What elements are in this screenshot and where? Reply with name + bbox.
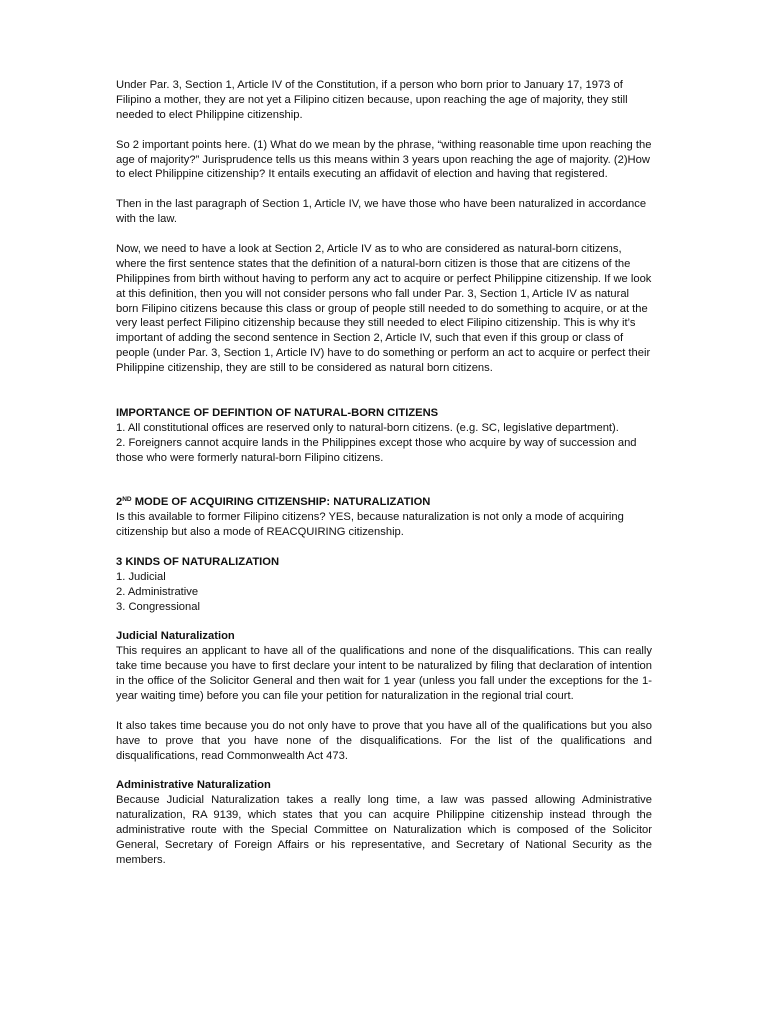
importance-section xyxy=(116,406,652,466)
section-gap xyxy=(116,480,652,495)
second-mode-section xyxy=(116,495,652,540)
paragraph-par3-election: Under Par. 3, Section 1, Article IV of the Constitution, if a person who born prior to January 17, 1973 of Filipino a mother, they are not yet a Filipino citizen because, upon reaching the age of majority, they still needed to elect Philippine citizenship. xyxy=(116,79,628,121)
judicial-heading: Judicial Naturalization xyxy=(116,630,235,643)
administrative-paragraph-1: Because Judicial Naturalization takes a really long time, a law was passed allowing Administrative naturalization, RA 9139, which states that you can acquire Philippine citizenship instead through the administrative route with the Special Committee on Naturalization which is composed of the Solicitor General, Secretary of Foreign Affairs or his representative, and Secretary of National Security as the members. xyxy=(116,794,652,866)
second-mode-heading xyxy=(116,495,652,510)
administrative-section xyxy=(116,778,652,867)
importance-heading: IMPORTANCE OF DEFINTION OF NATURAL-BORN CITIZENS xyxy=(116,406,439,419)
section-gap xyxy=(116,391,652,406)
list-item: 1. Judicial xyxy=(116,570,166,583)
kinds-list xyxy=(116,570,652,615)
list-item: 2. Administrative xyxy=(116,585,199,598)
second-mode-body: Is this available to former Filipino citizens? YES, because naturalization is not only a mode of acquiring citizenship but also a mode of REACQUIRING citizenship. xyxy=(116,511,624,539)
administrative-heading: Administrative Naturalization xyxy=(116,779,271,792)
judicial-section xyxy=(116,629,652,763)
list-item: 3. Congressional xyxy=(116,600,200,613)
paragraph-important-points: So 2 important points here. (1) What do we mean by the phrase, “withing reasonable time upon reaching the age of majority?” Jurisprudence tells us this means within 3 years upon reaching the age of majority. (2)How to elect Philippine citizenship? It entails executing an affidavit of election and having that registered. xyxy=(116,138,652,181)
paragraph-section2-natural-born: Now, we need to have a look at Section 2, Article IV as to who are considered as natural-born citizens, where the first sentence states that the definition of a natural-born citizen is those that are citizens of the Philippines from birth without having to perform any act to acquire or perfect Philippine citizenship. If we look at this definition, then you will not consider persons who fall under Par. 3, Section 1, Article IV as natural born Filipino citizens because this class or group of people still needed to do something to acquire, or at the very least perfect Filipino citizenship because they still needed to elect Filipino citizenship. This is why it’s important of adding the second sentence in Section 2, Article IV, such that even if this group or class of people (under Par. 3, Section 1, Article IV) have to do something or perform an act to acquire or perfect their Philippine citizenship, they are still to be considered as natural born citizens. xyxy=(116,242,652,375)
document-page xyxy=(116,78,652,868)
paragraph-naturalized: Then in the last paragraph of Section 1, Article IV, we have those who have been naturalized in accordance with the law. xyxy=(116,198,647,226)
importance-item-1: 1. All constitutional offices are reserved only to natural-born citizens. (e.g. SC, legislative department). xyxy=(116,421,619,434)
second-mode-heading-ordinal: ND xyxy=(122,496,132,504)
kinds-heading: 3 KINDS OF NATURALIZATION xyxy=(116,555,280,568)
second-mode-heading-text: MODE OF ACQUIRING CITIZENSHIP: NATURALIZATION xyxy=(131,496,431,509)
second-mode-heading-number: 2 xyxy=(116,496,123,509)
importance-item-2: 2. Foreigners cannot acquire lands in the Philippines except those who acquire by way of succession and those who were formerly natural-born Filipino citizens. xyxy=(116,436,637,464)
judicial-paragraph-1: This requires an applicant to have all of the qualifications and none of the disqualifications. This can really take time because you have to first declare your intent to be naturalized by filing that declaration of intention in the office of the Solicitor General and then wait for 1 year (unless you fall under the exceptions for the 1-year waiting time) before you can file your petition for naturalization in the regional trial court. xyxy=(116,645,652,703)
judicial-paragraph-2: It also takes time because you do not only have to prove that you have all of the qualifications but you also have to prove that you have none of the disqualifications. For the list of the qualifications and disqualifications, read Commonwealth Act 473. xyxy=(116,719,652,762)
kinds-section xyxy=(116,555,652,615)
